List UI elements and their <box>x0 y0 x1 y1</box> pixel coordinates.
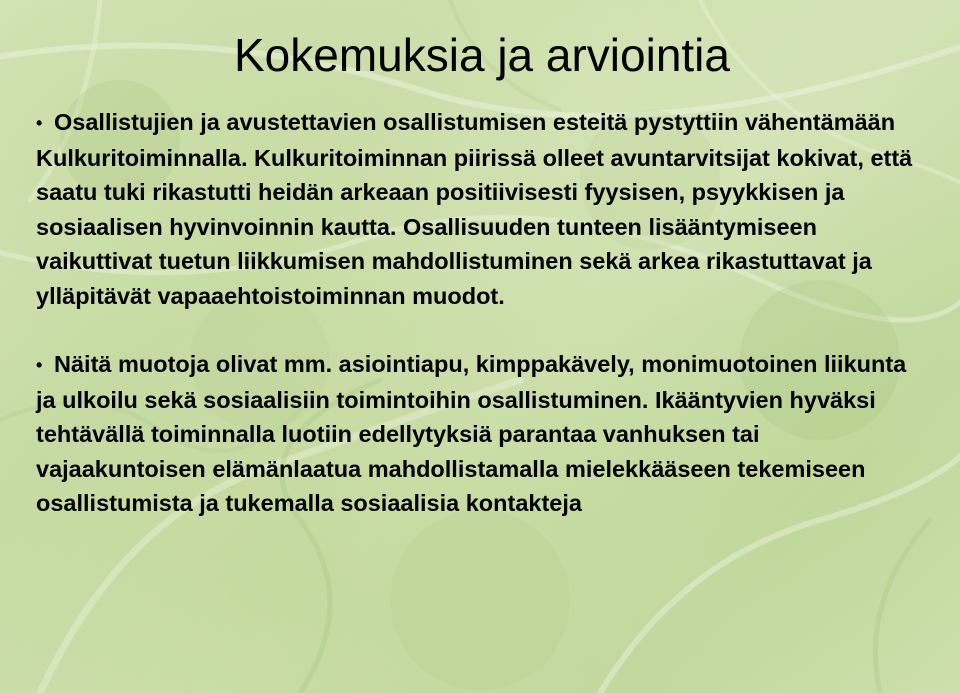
bullet-text: Näitä muotoja olivat mm. asiointiapu, kimppakävely, monimuotoinen liikunta ja ulkoilu sekä sosiaalisiin toimintoihin osallistuminen. Ikääntyvien hyväksi tehtävällä toiminnalla luotiin edellytyksiä parantaa vanhuksen tai vajaakuntoisen elämänlaatua mahdollistamalla mielekkääseen tekemiseen osallistumista ja tukemalla sosiaalisia kontakteja <box>36 351 907 516</box>
bullet-text: Osallistujien ja avustettavien osallistumisen esteitä pystyttiin vähentämään Kulkuritoiminnalla. Kulkuritoiminnan piirissä olleet avuntarvitsijat kokivat, että saatu tuki rikastutti heidän arkeaan positiivisesti fyysisen, psyykkisen ja sosiaalisen hyvinvoinnin kautta. Osallisuuden tunteen lisääntymiseen vaikuttivat tuetun liikkumisen mahdollistuminen sekä arkea rikastuttavat ja ylläpitävät vapaaehtoistoiminnan muodot. <box>36 109 913 309</box>
slide-title <box>0 28 960 82</box>
bullet-item <box>36 105 926 313</box>
bullet-marker: • <box>36 113 43 133</box>
bullet-item <box>36 347 926 521</box>
bullet-list <box>36 105 926 521</box>
bullet-marker: • <box>36 355 43 375</box>
slide-title-text: Kokemuksia ja arviointia <box>233 29 730 81</box>
